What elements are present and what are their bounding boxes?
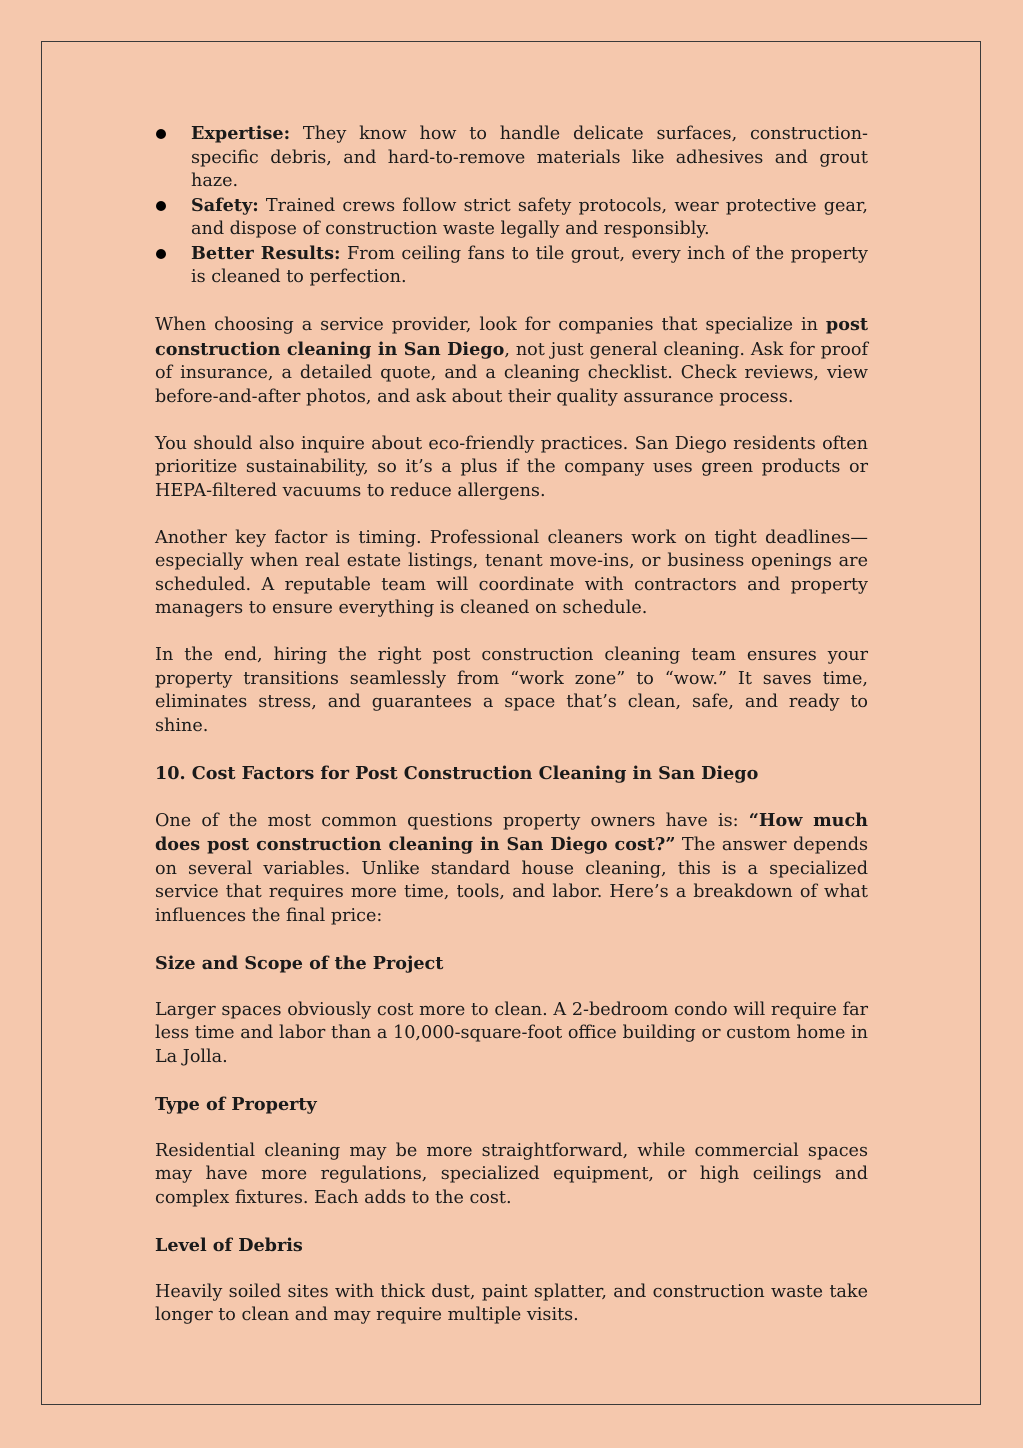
paragraph-cost-intro	[155, 809, 868, 929]
list-item	[155, 242, 868, 290]
subsection-heading-type: Type of Property	[155, 1093, 317, 1115]
list-item	[155, 194, 868, 242]
bullet-icon	[156, 129, 166, 139]
bullet-label: Better Results:	[191, 242, 341, 264]
paragraph-text: One of the most common questions property owners have is:	[155, 810, 749, 831]
subsection-heading-debris: Level of Debris	[155, 1234, 303, 1256]
bullet-text: They know how to handle delicate surfaces, construction-specific debris, and hard-to-remove materials like adhesives and grout haze.	[191, 124, 868, 191]
benefits-list	[155, 122, 868, 290]
paragraph-type: Residential cleaning may be more straightforward, while commercial spaces may have more regulations, specialized equipment, or high ceilings and complex fixtures. Each adds to the cost.	[155, 1140, 868, 1208]
bold-question: “How much does post construction cleaning in San Diego cost?”	[155, 809, 868, 855]
paragraph-conclusion: In the end, hiring the right post construction cleaning team ensures your property transitions seamlessly from “work zone” to “wow.” It saves time, eliminates stress, and guarantees a space that’s clean, safe, and ready to shine.	[155, 645, 868, 736]
bullet-text: From ceiling fans to tile grout, every inch of the property is cleaned to perfection.	[191, 243, 869, 287]
paragraph-timing: Another key factor is timing. Professional cleaners work on tight deadlines—especially when real estate listings, tenant move-ins, or business openings are scheduled. A reputable team will coordinate with contractors and property managers to ensure everything is cleaned on schedule.	[155, 527, 868, 618]
section-heading: 10. Cost Factors for Post Construction Cleaning in San Diego	[155, 762, 759, 784]
bullet-icon	[156, 201, 166, 211]
list-item	[155, 122, 868, 194]
subsection-heading-size: Size and Scope of the Project	[155, 952, 444, 974]
paragraph-text: The answer depends on several variables. Unlike standard house cleaning, this is a specialized service that requires more time, tools, and labor. Here’s a breakdown of what influences the final price:	[155, 835, 868, 926]
paragraph-eco-friendly: You should also inquire about eco-friendly practices. San Diego residents often prioritize sustainability, so it’s a plus if the company uses green products or HEPA-filtered vacuums to reduce allergens.	[155, 433, 868, 501]
document-body	[155, 122, 868, 1351]
paragraph-text: , not just general cleaning. Ask for proof of insurance, a detailed quote, and a cleaning checklist. Check reviews, view before-and-after photos, and ask about their quality assurance process.	[155, 339, 868, 407]
paragraph-choosing-provider	[155, 313, 868, 409]
bullet-label: Expertise:	[191, 123, 291, 144]
bullet-label: Safety:	[191, 194, 259, 216]
paragraph-debris: Heavily soiled sites with thick dust, paint splatter, and construction waste take longer to clean and may require multiple visits.	[155, 1281, 868, 1325]
paragraph-size: Larger spaces obviously cost more to clean. A 2-bedroom condo will require far less time and labor than a 10,000-square-foot office building or custom home in La Jolla.	[155, 999, 868, 1067]
bullet-text: Trained crews follow strict safety protocols, wear protective gear, and dispose of construction waste legally and responsibly.	[191, 195, 868, 239]
paragraph-text: When choosing a service provider, look for companies that specialize in	[155, 315, 826, 335]
bullet-icon	[156, 249, 166, 259]
bold-keyword: post construction cleaning in San Diego	[155, 314, 868, 360]
